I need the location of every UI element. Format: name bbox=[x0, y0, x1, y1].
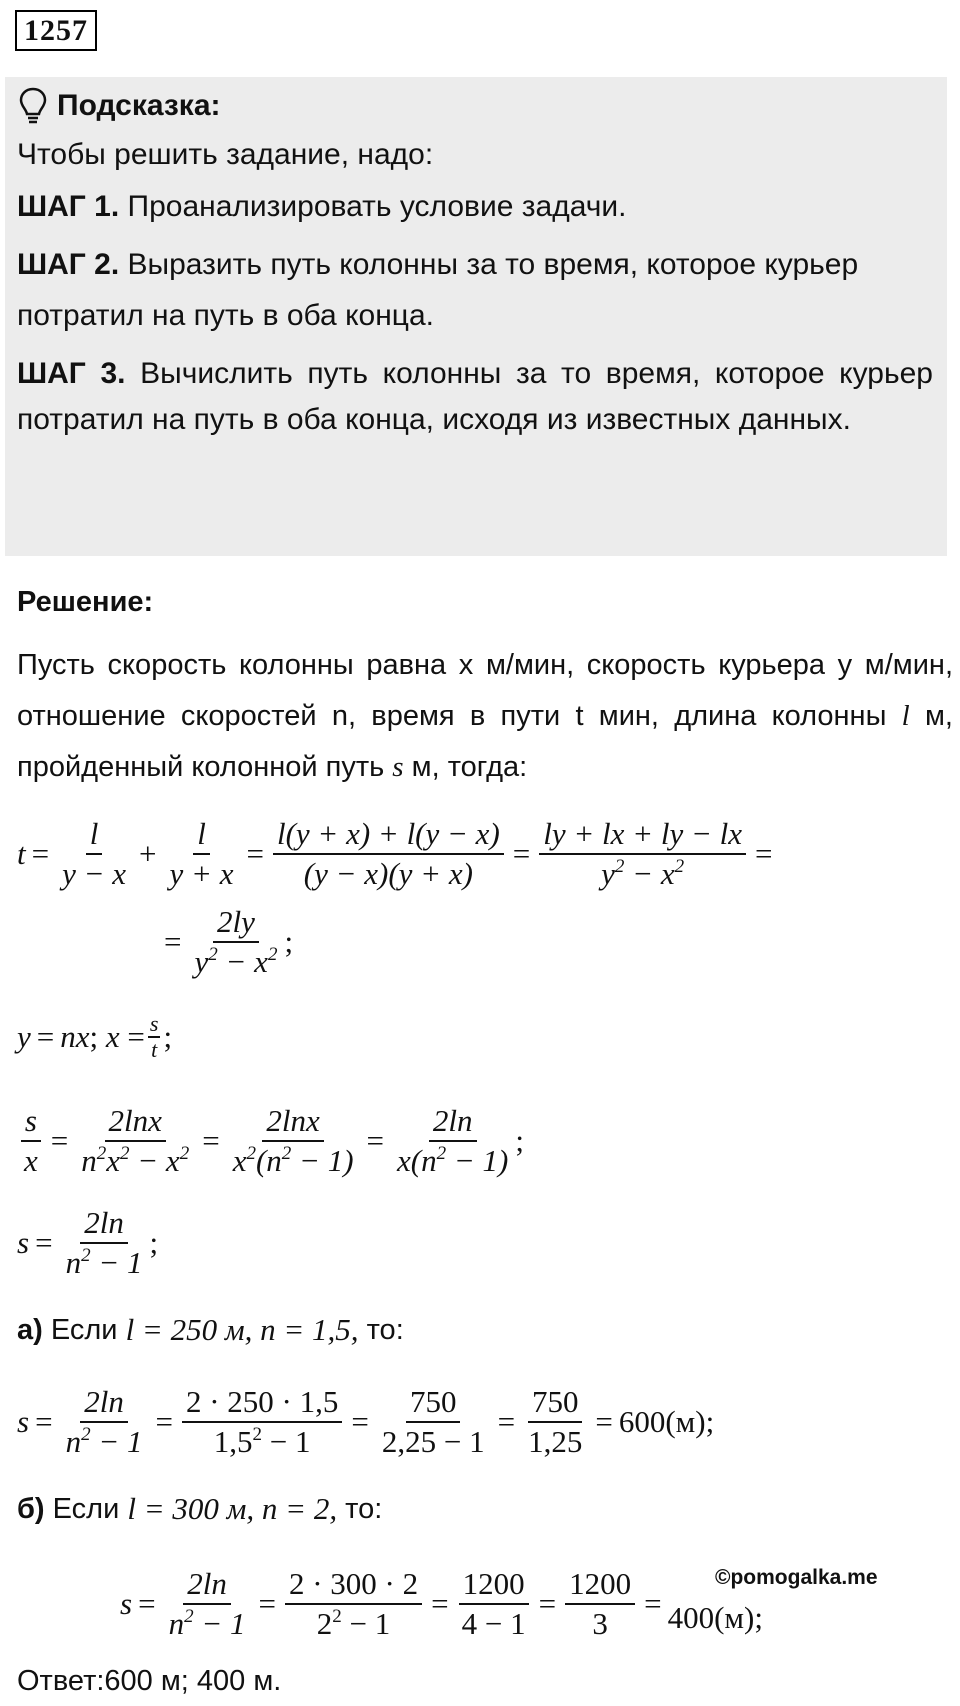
equation-s-over-x: $\frac{s}{x}$ = $\frac{2\ln x}{n^2x^2 - x^2}$ = $\frac{2\ln x}{x^2(n^2 - 1)}$ = $\frac{2\ln}{x(n^2 - 1)}$ ; bbox=[17, 1102, 524, 1180]
solution-intro: Пусть скорость колонны равна x м/мин, скорость курьера y м/мин, отношение скоростей n, время в пути t мин, длина колонны l м, пройденный колонной путь s м, тогда: bbox=[17, 649, 953, 783]
task-number: 1257 bbox=[15, 10, 97, 51]
solution-heading: Решение: bbox=[17, 586, 154, 618]
hint-step-2: ШАГ 2. Выразить путь колонны за то время, которое курьер потратил на путь в оба конца. bbox=[17, 248, 859, 332]
equation-t: t = $\frac{l}{y - x}$ + $\frac{l}{y + x}$ = $\frac{l(y + x) + l(y - x)}{(y - x)(y + x)}$ = $\frac{ly + lx + ly - lx}{y^2 - x^2}$ = bbox=[17, 816, 773, 891]
hint-step-1: ШАГ 1. Проанализировать условие задачи. bbox=[17, 190, 627, 223]
hint-box bbox=[5, 77, 947, 556]
equation-case-b: s = $\frac{2\ln}{n^2 - 1}$ = $\frac{2 \cdot 300 \cdot 2}{2^2 - 1}$ = $\frac{1200}{4 - 1}$ = $\frac{1200}{3}$ = 400(м); bbox=[120, 1566, 763, 1641]
case-b-line: б) Если l = 300 м, n = 2, то: bbox=[17, 1491, 383, 1526]
lightbulb-icon bbox=[19, 87, 47, 125]
hint-step-3: ШАГ 3. Вычислить путь колонны за то время, которое курьер потратил на путь в оба конца, исходя из известных данных. bbox=[17, 357, 933, 436]
equation-s: s = $\frac{2\ln}{n^2 - 1}$ ; bbox=[17, 1205, 159, 1280]
hint-title-text: Подсказка: bbox=[57, 89, 221, 122]
equation-y: y = nx ; x = $\frac{s}{t}$ ; bbox=[17, 1011, 173, 1062]
equation-t-cont: = $\frac{2ly}{y^2 - x^2}$ ; bbox=[164, 904, 294, 979]
case-a-line: а) Если l = 250 м, n = 1,5, то: bbox=[17, 1312, 404, 1347]
equation-case-a: s = $\frac{2\ln}{n^2 - 1}$ = $\frac{2 \cdot 250 \cdot 1,5}{1,5^2 - 1}$ = $\frac{750}{2,25 - 1}$ = $\frac{750}{1,25}$ = 600(м); bbox=[17, 1384, 715, 1459]
hint-intro: Чтобы решить задание, надо: bbox=[17, 138, 434, 171]
hint-title bbox=[19, 87, 221, 125]
answer: Ответ:600 м; 400 м. bbox=[17, 1665, 282, 1697]
watermark: ©pomogalka.me bbox=[715, 1566, 878, 1589]
